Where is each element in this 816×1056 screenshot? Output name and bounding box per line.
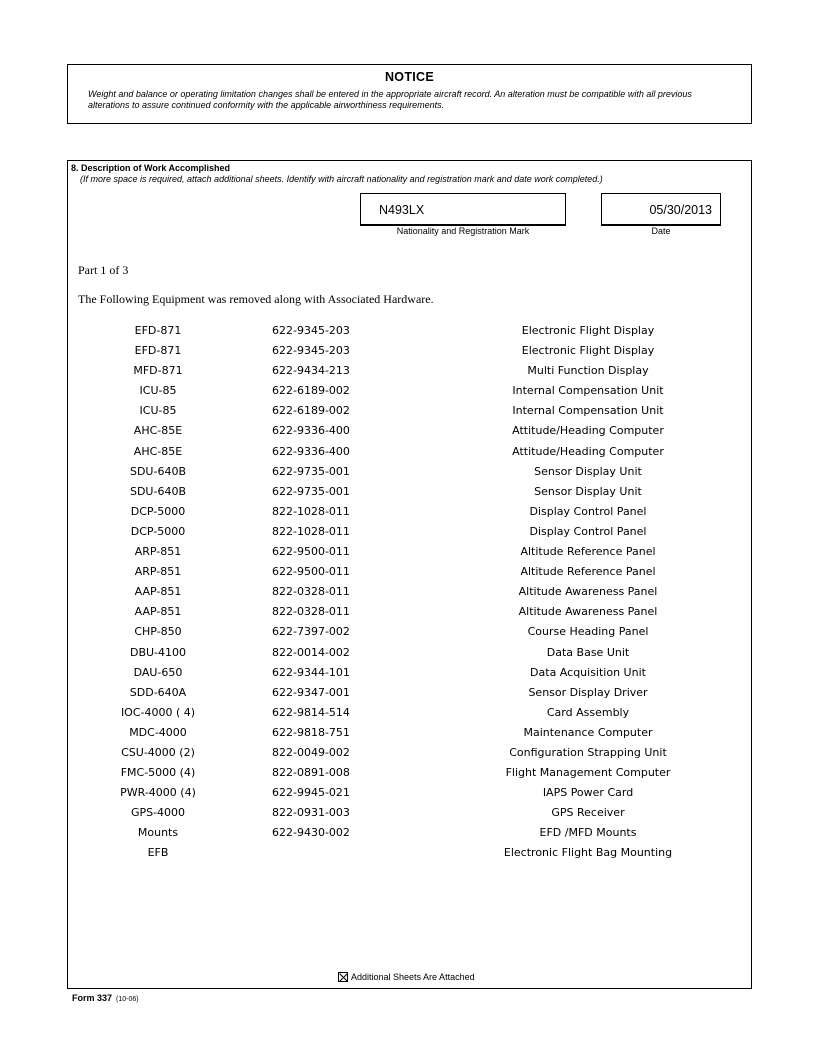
equipment-part-number: 622-9434-213 — [272, 364, 350, 378]
equipment-part-number: 622-7397-002 — [272, 625, 350, 639]
equipment-model: FMC-5000 (4) — [120, 766, 196, 780]
equipment-row — [68, 786, 753, 806]
equipment-description: Display Control Panel — [529, 524, 647, 538]
equipment-part-number: 622-9430-002 — [272, 826, 350, 840]
equipment-row — [68, 465, 753, 485]
equipment-part-number: 822-1028-011 — [272, 524, 350, 538]
equipment-description: Altitude Awareness Panel — [518, 605, 658, 619]
equipment-description: Sensor Display Driver — [528, 685, 648, 699]
notice-title: NOTICE — [384, 70, 435, 84]
equipment-row — [68, 686, 753, 706]
equipment-description: EFD /MFD Mounts — [539, 826, 637, 840]
notice-box — [67, 64, 752, 124]
date-field: 05/30/2013 — [601, 193, 721, 225]
equipment-part-number: 622-9814-514 — [272, 705, 350, 719]
equipment-row — [68, 806, 753, 826]
equipment-row — [68, 505, 753, 525]
equipment-model: AHC-85E — [133, 444, 183, 458]
equipment-description: Multi Function Display — [527, 364, 649, 378]
equipment-model: ICU-85 — [139, 384, 177, 398]
equipment-model: CHP-850 — [134, 625, 182, 639]
equipment-part-number: 822-0931-003 — [272, 806, 350, 820]
equipment-model: AAP-851 — [134, 605, 182, 619]
equipment-model: AAP-851 — [134, 585, 182, 599]
equipment-description: Configuration Strapping Unit — [509, 745, 667, 759]
equipment-model: DAU-650 — [133, 665, 183, 679]
work-description-box — [67, 160, 752, 989]
equipment-row — [68, 746, 753, 766]
attached-sheets-label: Additional Sheets Are Attached — [351, 972, 475, 982]
equipment-row — [68, 445, 753, 465]
equipment-description: Course Heading Panel — [527, 625, 649, 639]
section-instructions: (If more space is required, attach additional sheets. Identify with aircraft nationality and registration mark and date work completed.) — [80, 174, 603, 184]
equipment-description: Sensor Display Unit — [534, 484, 642, 498]
equipment-model: DCP-5000 — [130, 504, 186, 518]
equipment-model: MDC-4000 — [129, 725, 187, 739]
equipment-model: SDU-640B — [129, 484, 186, 498]
equipment-model: DCP-5000 — [130, 524, 186, 538]
equipment-model: EFD-871 — [134, 324, 182, 337]
equipment-description: Data Acquisition Unit — [530, 665, 646, 679]
checked-checkbox-icon — [338, 972, 348, 982]
form-name: Form 337 — [72, 993, 113, 1003]
equipment-part-number: 622-6189-002 — [272, 404, 350, 418]
equipment-description: Attitude/Heading Computer — [512, 424, 664, 438]
equipment-model: IOC-4000 ( 4) — [120, 705, 196, 719]
equipment-part-number: 822-0328-011 — [272, 585, 350, 599]
date-caption: Date — [601, 225, 721, 236]
form-id — [72, 993, 139, 1003]
equipment-row — [68, 846, 753, 866]
equipment-part-number: 622-9345-203 — [272, 324, 350, 337]
equipment-description: Flight Management Computer — [505, 766, 671, 780]
equipment-description: Display Control Panel — [529, 504, 647, 518]
equipment-part-number: 622-9945-021 — [272, 786, 350, 800]
registration-mark-field: N493LX — [360, 193, 566, 225]
equipment-part-number: 622-9347-001 — [272, 685, 350, 699]
equipment-row — [68, 384, 753, 404]
equipment-description: Internal Compensation Unit — [512, 384, 664, 398]
equipment-part-number: 622-9336-400 — [272, 444, 350, 458]
equipment-row — [68, 404, 753, 424]
equipment-description: Altitude Reference Panel — [520, 545, 656, 559]
equipment-model: ARP-851 — [134, 565, 182, 579]
equipment-model: PWR-4000 (4) — [120, 786, 196, 800]
equipment-row — [68, 625, 753, 645]
equipment-row — [68, 585, 753, 605]
part-label: Part 1 of 3 — [78, 263, 129, 277]
notice-text: Weight and balance or operating limitation changes shall be entered in the appropriate aircraft record. An alteration must be compatible with all previous alterations to assure continued conformity with the applicable airworthiness requirements. — [88, 89, 692, 110]
equipment-row — [68, 605, 753, 625]
attached-sheets-indicator — [338, 972, 475, 982]
equipment-part-number: 622-9735-001 — [272, 464, 350, 478]
equipment-part-number: 822-0049-002 — [272, 745, 350, 759]
equipment-row — [68, 324, 753, 344]
equipment-part-number: 622-9336-400 — [272, 424, 350, 438]
equipment-part-number: 622-6189-002 — [272, 384, 350, 398]
equipment-model: EFD-871 — [134, 344, 182, 358]
equipment-part-number: 622-9345-203 — [272, 344, 350, 358]
equipment-row — [68, 545, 753, 565]
equipment-row — [68, 364, 753, 384]
equipment-model: SDU-640B — [129, 464, 186, 478]
registration-mark-caption: Nationality and Registration Mark — [360, 225, 566, 236]
equipment-row — [68, 344, 753, 364]
equipment-part-number: 622-9818-751 — [272, 725, 350, 739]
equipment-model: SDD-640A — [129, 685, 187, 699]
equipment-description: Electronic Flight Display — [521, 344, 655, 358]
equipment-part-number: 822-0891-008 — [272, 766, 350, 780]
equipment-description: Altitude Awareness Panel — [518, 585, 658, 599]
equipment-list — [68, 324, 753, 867]
equipment-description: Electronic Flight Bag Mounting — [503, 846, 673, 860]
equipment-description: Maintenance Computer — [523, 725, 653, 739]
equipment-part-number: 822-0014-002 — [272, 645, 350, 659]
equipment-row — [68, 826, 753, 846]
equipment-part-number: 622-9735-001 — [272, 484, 350, 498]
equipment-model: DBU-4100 — [129, 645, 187, 659]
equipment-description: GPS Receiver — [551, 806, 625, 820]
equipment-row — [68, 565, 753, 585]
equipment-part-number: 622-9344-101 — [272, 665, 350, 679]
equipment-description: Electronic Flight Display — [521, 324, 655, 337]
equipment-description: Data Base Unit — [546, 645, 630, 659]
equipment-part-number: 622-9500-011 — [272, 545, 350, 559]
equipment-description: IAPS Power Card — [542, 786, 634, 800]
equipment-model: ICU-85 — [139, 404, 177, 418]
equipment-description: Altitude Reference Panel — [520, 565, 656, 579]
equipment-row — [68, 424, 753, 444]
equipment-model: AHC-85E — [133, 424, 183, 438]
form-revision: (10-06) — [116, 996, 139, 1003]
equipment-row — [68, 666, 753, 686]
equipment-description: Attitude/Heading Computer — [512, 444, 664, 458]
equipment-model: EFB — [147, 846, 169, 860]
equipment-row — [68, 485, 753, 505]
equipment-row — [68, 766, 753, 786]
equipment-row — [68, 706, 753, 726]
equipment-description: Sensor Display Unit — [534, 464, 642, 478]
equipment-row — [68, 525, 753, 545]
equipment-part-number: 822-1028-011 — [272, 504, 350, 518]
intro-text: The Following Equipment was removed along with Associated Hardware. — [78, 292, 434, 306]
equipment-model: CSU-4000 (2) — [121, 745, 195, 759]
equipment-model: ARP-851 — [134, 545, 182, 559]
equipment-model: Mounts — [137, 826, 179, 840]
equipment-model: MFD-871 — [133, 364, 183, 378]
equipment-description: Card Assembly — [546, 705, 630, 719]
equipment-part-number: 622-9500-011 — [272, 565, 350, 579]
equipment-row — [68, 646, 753, 666]
equipment-part-number: 822-0328-011 — [272, 605, 350, 619]
equipment-row — [68, 726, 753, 746]
equipment-model: GPS-4000 — [130, 806, 186, 820]
section-title: 8. Description of Work Accomplished — [71, 163, 231, 173]
equipment-description: Internal Compensation Unit — [512, 404, 664, 418]
